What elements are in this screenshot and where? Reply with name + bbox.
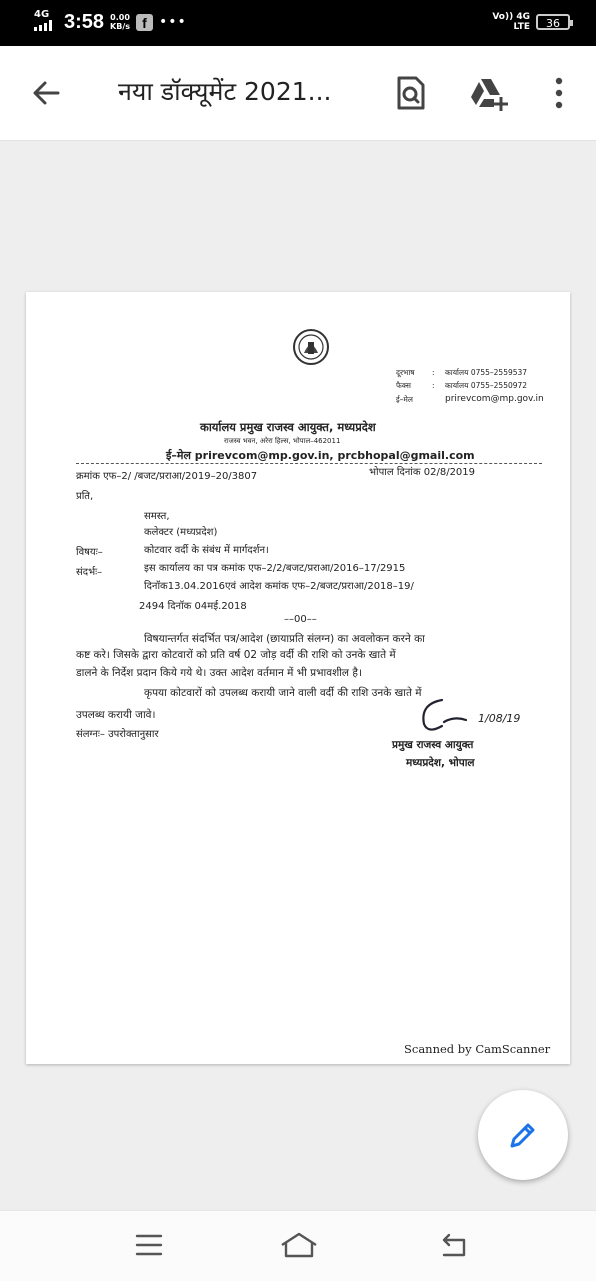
body-line-4: कृपया कोटवारों को उपलब्ध करायी जाने वाली वर्दी की राशि उनके खाते में bbox=[144, 687, 422, 699]
facebook-notification-icon: f bbox=[136, 14, 153, 31]
signatory-title: प्रमुख राजस्व आयुक्त bbox=[392, 739, 474, 751]
home-icon[interactable] bbox=[279, 1231, 319, 1263]
drive-add-icon[interactable] bbox=[470, 76, 510, 112]
office-email: ई–मेल prirevcom@mp.gov.in, prcbhopal@gmail.com bbox=[166, 449, 475, 462]
signal-label: 4G bbox=[34, 9, 50, 20]
subject-text: कोटवार वर्दी के संबंध में मार्गदर्शन। bbox=[144, 545, 269, 556]
document-search-icon[interactable] bbox=[395, 75, 427, 111]
status-bar bbox=[0, 0, 596, 46]
network-type: Vo)) 4G LTE bbox=[492, 12, 530, 32]
more-notifications-icon: ••• bbox=[159, 14, 187, 30]
signature-date: 1/08/19 bbox=[478, 712, 521, 725]
signal-bars-icon bbox=[34, 20, 58, 34]
reference-label: संदर्भः– bbox=[76, 567, 103, 578]
document-title: नया डॉक्यूमेंट 2021... bbox=[118, 77, 332, 106]
to-label: प्रति, bbox=[76, 491, 94, 502]
office-title: कार्यालय प्रमुख राजस्व आयुक्त, मध्यप्रदेश bbox=[200, 420, 376, 434]
menu-icon[interactable] bbox=[134, 1231, 164, 1263]
document-page[interactable] bbox=[26, 292, 570, 1064]
ref-date: भोपाल दिनांक 02/8/2019 bbox=[369, 467, 476, 478]
body-line-5: उपलब्ध करायी जावे। bbox=[76, 709, 156, 721]
system-nav-bar bbox=[0, 1210, 596, 1281]
email-label: ई–मेल bbox=[396, 395, 414, 404]
signatory-location: मध्यप्रदेश, भोपाल bbox=[406, 757, 475, 769]
more-vertical-icon[interactable] bbox=[548, 76, 570, 110]
fax-value: कार्यालय 0755–2550972 bbox=[445, 381, 528, 390]
body-line-1: विषयान्तर्गत संदर्भित पत्र/आदेश (छायाप्रति संलग्न) का अवलोकन करने का bbox=[144, 633, 425, 645]
subject-label: विषयः– bbox=[76, 547, 103, 558]
reference-line-3: 2494 दिनॉक 04मई.2018 bbox=[139, 601, 247, 612]
battery-icon bbox=[536, 14, 570, 30]
signal-indicator bbox=[34, 10, 58, 34]
body-line-2: कष्ट करे। जिसके द्वारा कोटवारों को प्रति वर्ष 02 जोड़ वर्दी की राशि को उनके खाते में bbox=[76, 649, 396, 661]
recipient-line-2: कलेक्टर (मध्यप्रदेश) bbox=[144, 527, 218, 538]
app-bar bbox=[0, 46, 596, 141]
edit-pencil-icon bbox=[507, 1119, 539, 1151]
enclosure: संलग्नः– उपरोक्तानुसार bbox=[76, 729, 159, 740]
back-icon[interactable] bbox=[438, 1231, 470, 1263]
phone-value: कार्यालय 0755–2559537 bbox=[445, 368, 528, 377]
email-value: prirevcom@mp.gov.in bbox=[445, 394, 544, 404]
section-divider: ––00–– bbox=[284, 614, 317, 625]
office-address: राजस्व भवन, अरेरा हिल्स, भोपाल–462011 bbox=[224, 437, 341, 445]
edit-button[interactable] bbox=[478, 1090, 568, 1180]
body-line-3: डालने के निर्देश प्रदान किये गये थे। उक्त आदेश वर्तमान में भी प्रभावशील है। bbox=[76, 667, 362, 679]
recipient-line-1: समस्त, bbox=[144, 511, 170, 522]
state-emblem-icon bbox=[292, 328, 330, 366]
contact-sep: : bbox=[432, 368, 435, 377]
contact-sep: : bbox=[432, 381, 435, 390]
battery-level: 36 bbox=[546, 17, 560, 30]
reference-line-2: दिनॉक13.04.2016एवं आदेश कमांक एफ–2/बजट/प्रराआ/2018–19/ bbox=[144, 581, 414, 592]
back-arrow-icon[interactable] bbox=[30, 76, 64, 110]
signature-scribble-icon bbox=[414, 694, 474, 738]
reference-line-1: इस कार्यालय का पत्र कमांक एफ–2/2/बजट/प्रराआ/2016–17/2915 bbox=[144, 563, 406, 574]
camscanner-watermark: Scanned by CamScanner bbox=[404, 1042, 551, 1056]
network-speed: 0.00 KB/s bbox=[110, 13, 131, 31]
phone-label: दूरभाष bbox=[396, 368, 415, 377]
clock: 3:58 bbox=[64, 10, 105, 33]
fax-label: फैक्स bbox=[396, 381, 411, 390]
ref-number: क्रमांक एफ–2/ /बजट/प्रराआ/2019–20/3807 bbox=[76, 471, 258, 482]
